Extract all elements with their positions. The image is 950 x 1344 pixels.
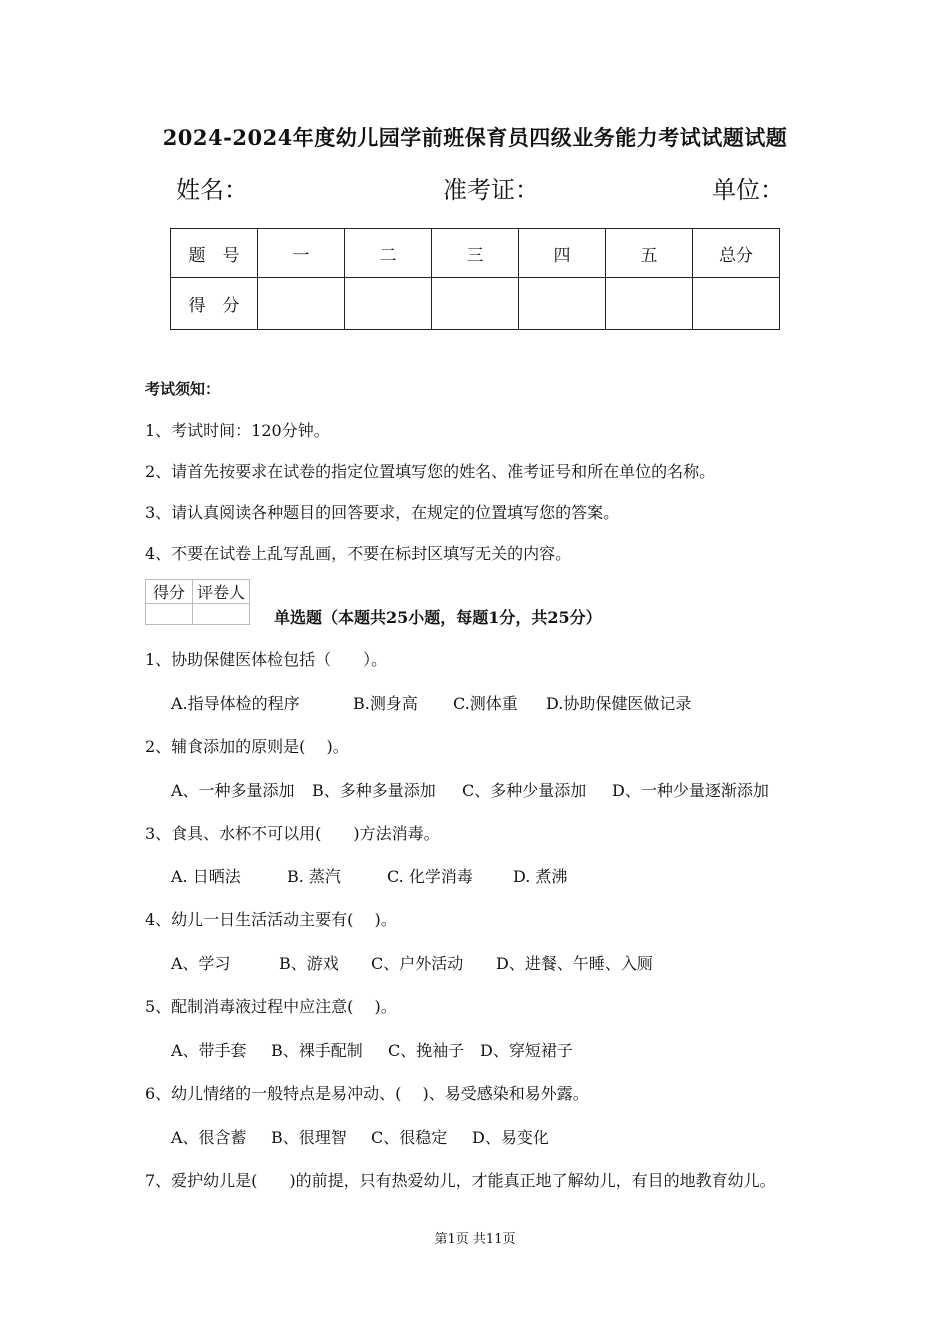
- option-b[interactable]: B.测身高: [353, 694, 418, 713]
- name-field-label: 姓名：: [176, 176, 248, 204]
- header-cell-4: 四: [519, 229, 606, 278]
- score-cell[interactable]: [606, 278, 693, 330]
- grader-score-label: 得分: [146, 580, 193, 604]
- question-options: [0, 1125, 950, 1147]
- option-a[interactable]: A、带手套: [171, 1041, 247, 1060]
- question-text: 2、辅食添加的原则是( )。: [145, 737, 349, 756]
- header-cell-label: 题 号: [171, 229, 258, 278]
- unit-field-label: 单位：: [712, 176, 784, 204]
- option-d[interactable]: D、一种少量逐渐添加: [612, 781, 769, 800]
- notice-item: 4、不要在试卷上乱写乱画，不要在标封区填写无关的内容。: [145, 544, 572, 563]
- score-cell[interactable]: [258, 278, 345, 330]
- option-c[interactable]: C、很稳定: [371, 1128, 448, 1147]
- option-d[interactable]: D、易变化: [472, 1128, 549, 1147]
- score-cell-total[interactable]: [693, 278, 780, 330]
- question-options: [0, 691, 950, 713]
- notice-item: 3、请认真阅读各种题目的回答要求，在规定的位置填写您的答案。: [145, 503, 620, 522]
- grader-score-cell[interactable]: [146, 604, 193, 625]
- option-a[interactable]: A、很含蓄: [171, 1128, 247, 1147]
- header-cell-3: 三: [432, 229, 519, 278]
- question-options: [0, 1038, 950, 1060]
- page-footer: 第1页 共11页: [434, 1232, 516, 1247]
- score-table: [170, 228, 780, 330]
- option-c[interactable]: C. 化学消毒: [387, 867, 473, 886]
- page-title: 2024-2024年度幼儿园学前班保育员四级业务能力考试试题试题: [162, 125, 788, 150]
- header-cell-2: 二: [345, 229, 432, 278]
- option-b[interactable]: B、裸手配制: [271, 1041, 363, 1060]
- score-cell[interactable]: [432, 278, 519, 330]
- question-text: 1、协助保健医体检包括（ ）。: [145, 650, 388, 669]
- grader-reviewer-label: 评卷人: [193, 580, 250, 604]
- option-c[interactable]: C.测体重: [453, 694, 518, 713]
- option-b[interactable]: B、多种多量添加: [312, 781, 436, 800]
- notice-item: 2、请首先按要求在试卷的指定位置填写您的姓名、准考证号和所在单位的名称。: [145, 462, 716, 481]
- question-text: 6、幼儿情绪的一般特点是易冲动、( )、易受感染和易外露。: [145, 1084, 589, 1103]
- exam-id-field-label: 准考证：: [443, 176, 539, 204]
- option-a[interactable]: A、学习: [171, 954, 231, 973]
- option-d[interactable]: D.协助保健医做记录: [546, 694, 692, 713]
- header-cell-1: 一: [258, 229, 345, 278]
- header-cell-5: 五: [606, 229, 693, 278]
- option-d[interactable]: D、进餐、午睡、入厕: [496, 954, 653, 973]
- section-title: 单选题（本题共25小题，每题1分，共25分）: [274, 608, 602, 627]
- question-text: 7、爱护幼儿是( )的前提，只有热爱幼儿，才能真正地了解幼儿，有目的地教育幼儿。: [145, 1171, 776, 1190]
- option-a[interactable]: A. 日晒法: [171, 867, 241, 886]
- option-c[interactable]: C、户外活动: [371, 954, 464, 973]
- score-cell[interactable]: [345, 278, 432, 330]
- option-c[interactable]: C、多种少量添加: [462, 781, 587, 800]
- notice-heading: 考试须知：: [145, 380, 221, 398]
- question-text: 3、食具、水杯不可以用( )方法消毒。: [145, 824, 440, 843]
- question-text: 4、幼儿一日生活活动主要有( )。: [145, 910, 397, 929]
- option-c[interactable]: C、挽袖子: [388, 1041, 465, 1060]
- grader-reviewer-cell[interactable]: [193, 604, 250, 625]
- score-table-header-row: [171, 229, 780, 278]
- option-b[interactable]: B、很理智: [271, 1128, 347, 1147]
- option-d[interactable]: D、穿短裙子: [480, 1041, 573, 1060]
- header-cell-total: 总分: [693, 229, 780, 278]
- option-a[interactable]: A.指导体检的程序: [171, 694, 300, 713]
- question-options: [0, 864, 950, 886]
- score-cell[interactable]: [519, 278, 606, 330]
- question-text: 5、配制消毒液过程中应注意( )。: [145, 997, 397, 1016]
- question-options: [0, 778, 950, 800]
- notice-item: 1、考试时间：120分钟。: [145, 421, 330, 440]
- grader-box: [145, 579, 250, 625]
- option-b[interactable]: B. 蒸汽: [287, 867, 341, 886]
- score-row-label: 得 分: [171, 278, 258, 330]
- option-b[interactable]: B、游戏: [279, 954, 339, 973]
- option-d[interactable]: D. 煮沸: [513, 867, 568, 886]
- option-a[interactable]: A、一种多量添加: [171, 781, 295, 800]
- question-options: [0, 951, 950, 973]
- score-table-score-row: [171, 278, 780, 330]
